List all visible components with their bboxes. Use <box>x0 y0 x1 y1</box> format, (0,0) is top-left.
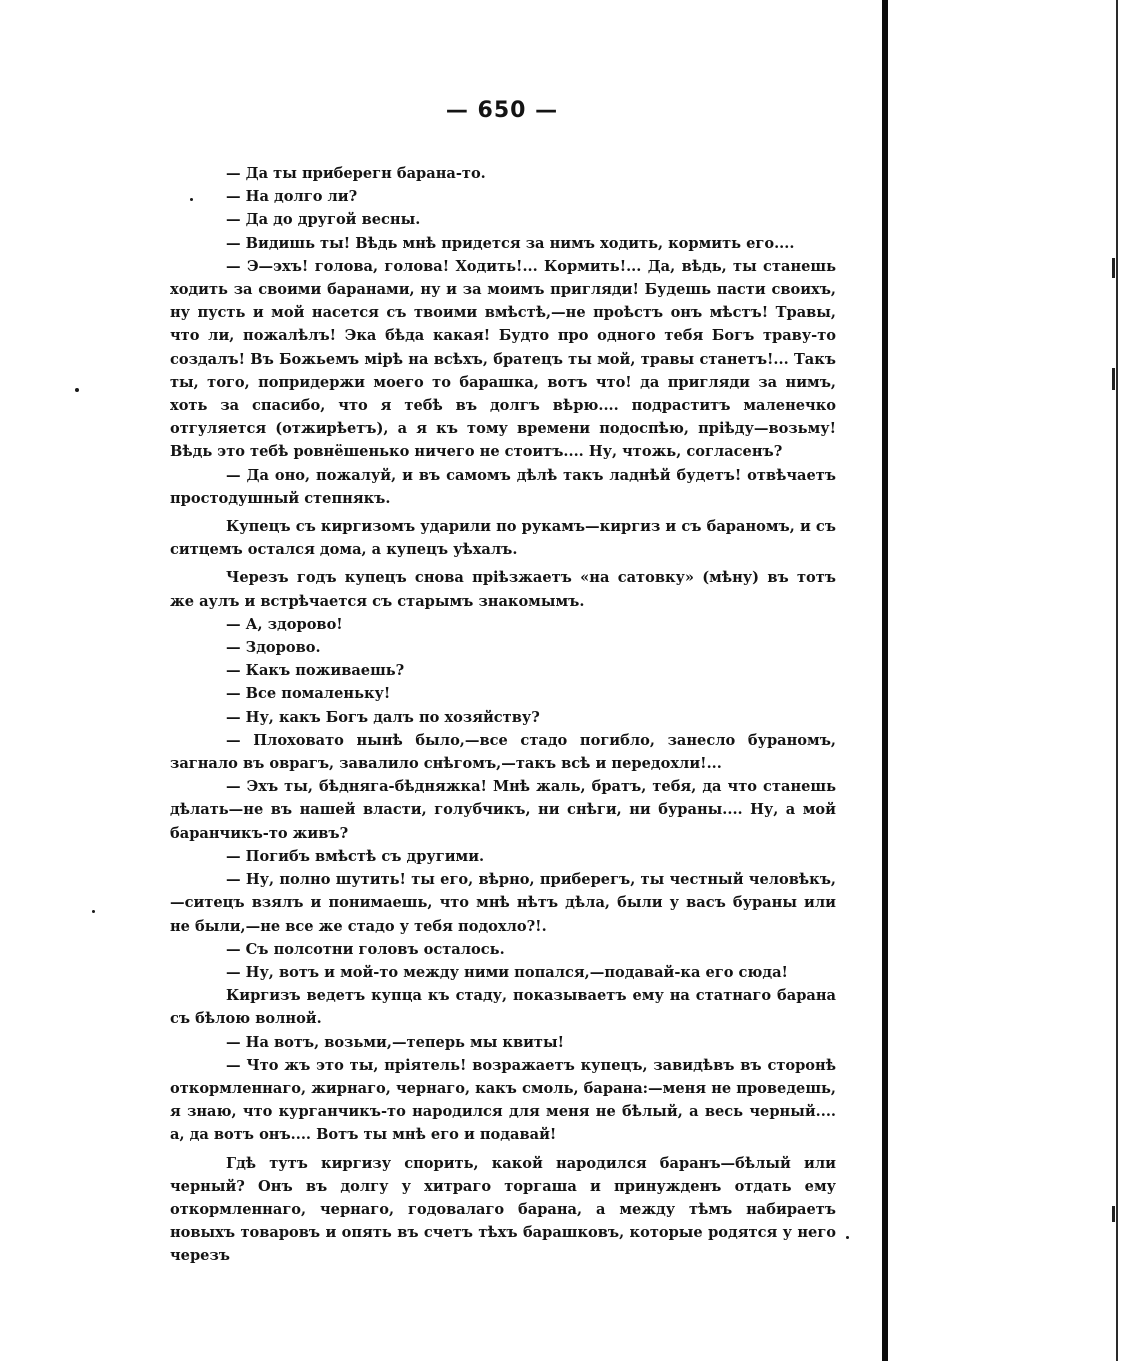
edge-mark <box>1112 258 1115 278</box>
paragraph: — Погибъ вмѣстѣ съ другими. <box>226 847 485 865</box>
edge-mark <box>1112 1206 1115 1222</box>
ink-speck <box>92 910 95 913</box>
paragraph: Гдѣ тутъ киргизу спорить, какой народился баранъ—бѣлый или черный? Онъ въ долгу у хитраго торгаша и принужденъ отдать ему откормленнаго, чернаго, годовалаго барана, а между тѣмъ набираетъ новыхъ товаровъ и опять въ счетъ тѣхъ барашковъ, которые родятся у него черезъ <box>170 1154 836 1265</box>
paragraph: — Ну, какъ Богъ далъ по хозяйству? <box>226 708 540 726</box>
paragraph: Купецъ съ киргизомъ ударили по рукамъ—киргиз и съ бараномъ, и съ ситцемъ остался дома, а купецъ уѣхалъ. <box>170 518 836 559</box>
paragraph: — Все помаленьку! <box>226 685 391 703</box>
paragraph: — Эхъ ты, бѣдняга-бѣдняжка! Мнѣ жаль, братъ, тебя, да что станешь дѣлать—не въ нашей власти, голубчикъ, ни снѣги, ни бураны.... Ну, а мой баранчикъ-то живъ? <box>170 778 836 842</box>
body-text <box>170 162 836 1268</box>
paragraph: — Да до другой весны. <box>226 211 421 229</box>
paragraph: — Э—эхъ! голова, голова! Ходить!... Кормить!... Да, вѣдь, ты станешь ходить за своими баранами, ну и за моимъ пригляди! Будешь пасти своихъ, ну пусть и мой насется съ твоими вмѣстѣ,—не проѣстъ онъ мѣстъ! Травы, что ли, пожалѣлъ! Эка бѣда какая! Будто про одного тебя Богъ траву-то создалъ! Въ Божьемъ мірѣ на всѣхъ, братецъ ты мой, травы станетъ!... Такъ ты, того, попридержи моего то барашка, вотъ что! да пригляди за нимъ, хоть за спасибо, что я тебѣ въ долгъ вѣрю.... подраститъ маленечко отгуляется (отжирѣетъ), а я къ тому времени подоспѣю, пріѣду—возьму! Вѣдь это тебѣ ровнёшенько ничего не стоитъ.... Ну, чтожь, согласенъ? <box>170 257 836 461</box>
ink-speck <box>75 388 79 392</box>
paragraph: — На долго ли? <box>226 188 358 206</box>
paragraph: — Какъ поживаешь? <box>226 662 405 680</box>
paragraph: Киргизъ ведетъ купца къ стаду, показываетъ ему на статнаго барана съ бѣлою волной. <box>170 987 836 1028</box>
page-number: — 650 — <box>445 98 559 123</box>
paragraph: — Съ полсотни головъ осталось. <box>226 940 505 958</box>
paragraph: — Плоховато нынѣ было,—все стадо погибло, занесло бураномъ, загнало въ оврагъ, завалило снѣгомъ,—такъ всѣ и передохли!... <box>170 731 836 773</box>
paragraph: — Ну, полно шутить! ты его, вѣрно, приберегъ, ты честный человѣкъ,—ситецъ взялъ и понимаешь, что мнѣ нѣтъ дѣла, были у васъ бураны или не были,—не все же стадо у тебя подохло?!. <box>170 871 836 935</box>
edge-mark <box>1112 368 1115 390</box>
paragraph: — Видишь ты! Вѣдь мнѣ придется за нимъ ходить, кормить его.... <box>226 234 795 252</box>
paragraph: — Что жъ это ты, пріятель! возражаетъ купецъ, завидѣвъ въ сторонѣ откормленнаго, жирнаго, чернаго, какъ смоль, барана:—меня не проведешь, я знаю, что курганчикъ-то народился для меня не бѣлый, а весь черный.... а, да вотъ онъ.... Вотъ ты мнѣ его и подавай! <box>170 1056 836 1144</box>
binding-gutter-line <box>882 0 888 1361</box>
paragraph: — Да ты приберегн барана-то. <box>226 165 486 182</box>
paragraph: — Здорово. <box>226 639 321 657</box>
paragraph: — А, здорово! <box>226 615 343 633</box>
paragraph: — На вотъ, возьми,—теперь мы квиты! <box>226 1033 564 1051</box>
paragraph: Черезъ годъ купецъ снова пріѣзжаетъ «на сатовку» (мѣну) въ тотъ же аулъ и встрѣчается съ старымъ знакомымъ. <box>170 569 836 610</box>
paragraph: — Да оно, пожалуй, и въ самомъ дѣлѣ такъ ладнѣй будетъ! отвѣчаетъ простодушный степнякъ. <box>170 466 836 507</box>
ink-speck <box>846 1236 849 1239</box>
paragraph: — Ну, вотъ и мой-то между ними попался,—подавай-ка его сюда! <box>226 963 788 981</box>
page-edge-line <box>1116 0 1118 1361</box>
